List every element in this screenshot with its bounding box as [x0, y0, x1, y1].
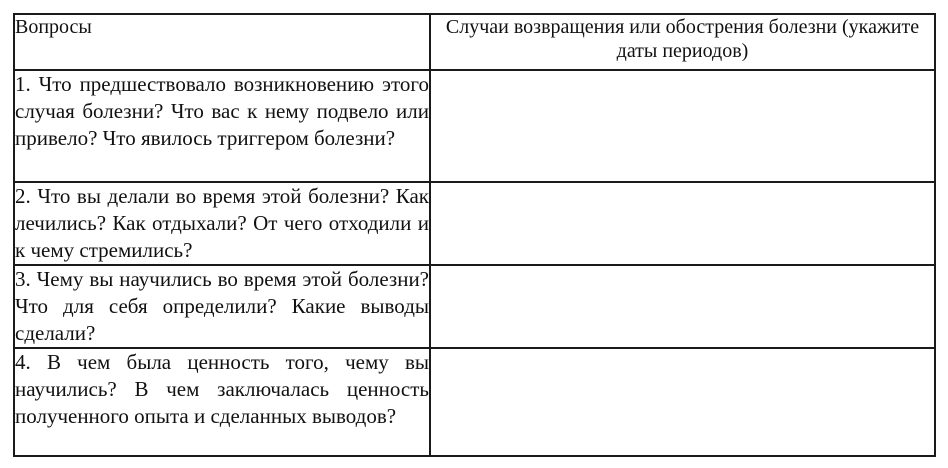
answer-cell-2[interactable] [430, 182, 935, 265]
answer-cell-3[interactable] [430, 265, 935, 348]
table-header-row [14, 14, 935, 70]
header-cases: Случаи возвращения или обострения болезни (укажите даты периодов) [430, 14, 935, 70]
table-row [14, 348, 935, 456]
question-cell-2: 2. Что вы делали во время этой болезни? Как лечились? Как отдыхали? От чего отходили и к чему стремились? [14, 182, 430, 265]
table-row [14, 70, 935, 182]
question-cell-3: 3. Чему вы научились во время этой болезни? Что для себя определили? Какие выводы сделали? [14, 265, 430, 348]
table-row [14, 182, 935, 265]
header-questions: Вопросы [14, 14, 430, 70]
table-row [14, 265, 935, 348]
answer-cell-4[interactable] [430, 348, 935, 456]
question-cell-4: 4. В чем была ценность того, чему вы научились? В чем заключалась ценность полученного опыта и сделанных выводов? [14, 348, 430, 456]
answer-cell-1[interactable] [430, 70, 935, 182]
questionnaire-sheet [13, 13, 934, 454]
questionnaire-table [13, 13, 936, 457]
question-cell-1: 1. Что предшествовало возникновению этого случая болезни? Что вас к нему подвело или привело? Что явилось триггером болезни? [14, 70, 430, 182]
